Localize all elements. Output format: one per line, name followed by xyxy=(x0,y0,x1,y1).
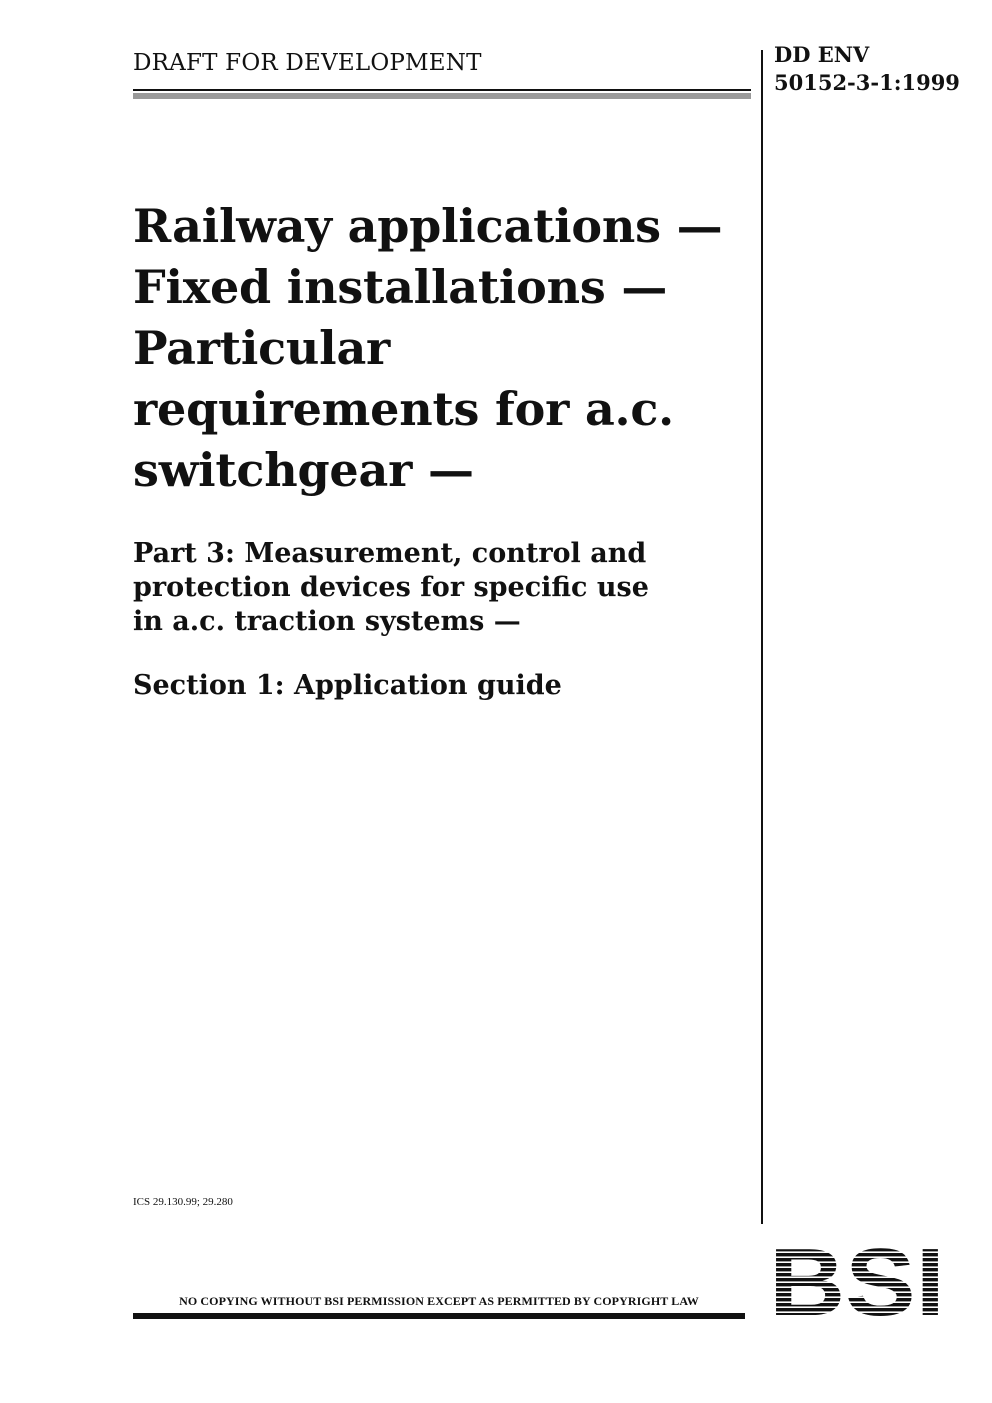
part-line: Part 3: Measurement, control and xyxy=(133,538,647,569)
document-number-line-2: 50152-3-1:1999 xyxy=(774,70,960,95)
part-line: protection devices for specific use xyxy=(133,572,649,603)
document-number xyxy=(774,41,960,97)
title-line: requirements for a.c. xyxy=(133,382,674,436)
ics-code: ICS 29.130.99; 29.280 xyxy=(133,1196,233,1208)
title-line: Fixed installations — xyxy=(133,260,668,314)
document-title xyxy=(133,196,753,501)
footer-rule xyxy=(133,1313,745,1319)
part-line: in a.c. traction systems — xyxy=(133,606,521,637)
header-rule-thick xyxy=(133,93,751,99)
header-rule-thin xyxy=(133,89,751,91)
document-number-line-1: DD ENV xyxy=(774,42,870,67)
title-line: switchgear — xyxy=(133,443,474,497)
part-subtitle xyxy=(133,537,753,639)
title-line: Particular xyxy=(133,321,391,375)
bsi-logo xyxy=(769,1243,945,1318)
section-subtitle: Section 1: Application guide xyxy=(133,670,562,701)
copyright-notice: NO COPYING WITHOUT BSI PERMISSION EXCEPT AS PERMITTED BY COPYRIGHT LAW xyxy=(179,1294,699,1308)
title-line: Railway applications — xyxy=(133,199,723,253)
draft-label: DRAFT FOR DEVELOPMENT xyxy=(133,50,482,76)
vertical-divider xyxy=(761,50,763,1224)
